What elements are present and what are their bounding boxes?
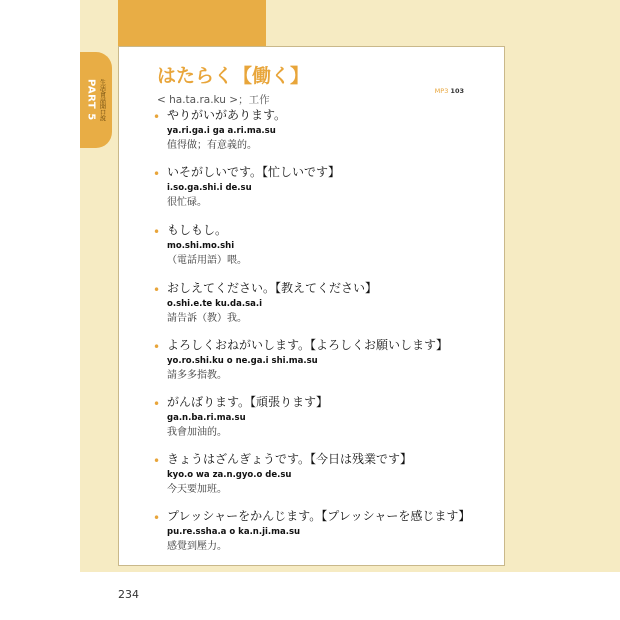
translation: 我會加油的。 [167,427,227,438]
mp3-track [435,87,464,95]
content-card [118,46,505,566]
bullet-icon: • [153,511,161,525]
japanese-phrase: いそがしいです。【忙しいです】 [167,165,341,179]
romaji: pu.re.ssha.a o ka.n.ji.ma.su [167,527,301,537]
romaji: i.so.ga.shi.i de.su [167,183,252,193]
japanese-phrase: やりがいがあります。 [167,108,287,122]
japanese-phrase: よろしくおねがいします。【よろしくお願いします】 [167,338,449,352]
japanese-phrase: もしもし。 [167,223,228,237]
translation: 請多多指教。 [167,370,227,381]
mp3-number: 103 [450,87,464,95]
category-label: 生活會話開口說 [98,79,106,121]
entry-header [157,61,309,107]
top-tab-decoration [118,0,266,46]
translation: （電話用語）喂。 [167,255,247,266]
romaji: kyo.o wa za.n.gyo.o de.su [167,470,292,480]
bullet-icon: • [153,167,161,181]
romaji: o.shi.e.te ku.da.sa.i [167,299,263,309]
translation: 值得做；有意義的。 [167,140,257,151]
bullet-icon: • [153,110,161,124]
part-label: PART 5 [85,79,97,121]
bullet-icon: • [153,283,161,297]
title-reading: < ha.ta.ra.ku >；工作 [157,94,270,106]
translation: 感覺到壓力。 [167,541,227,552]
bullet-icon: • [153,397,161,411]
side-tab [80,52,112,148]
romaji: yo.ro.shi.ku o ne.ga.i shi.ma.su [167,356,318,366]
bullet-icon: • [153,340,161,354]
japanese-phrase: がんばります。【頑張ります】 [167,395,329,409]
translation: 請告訴（教）我。 [167,313,247,324]
page-number: 234 [118,588,139,601]
japanese-phrase: おしえてください。【教えてください】 [167,281,378,295]
japanese-phrase: きょうはざんぎょうです。【今日は残業です】 [167,452,413,466]
bullet-icon: • [153,454,161,468]
japanese-phrase: プレッシャーをかんじます。【プレッシャーを感じます】 [167,509,471,523]
romaji: mo.shi.mo.shi [167,241,235,251]
romaji: ya.ri.ga.i ga a.ri.ma.su [167,126,276,136]
translation: 很忙碌。 [167,197,207,208]
bullet-icon: • [153,225,161,239]
mp3-label: MP3 [434,87,449,95]
page-title: はたらく【働く】 [157,65,310,87]
translation: 今天要加班。 [167,484,227,495]
romaji: ga.n.ba.ri.ma.su [167,413,246,423]
